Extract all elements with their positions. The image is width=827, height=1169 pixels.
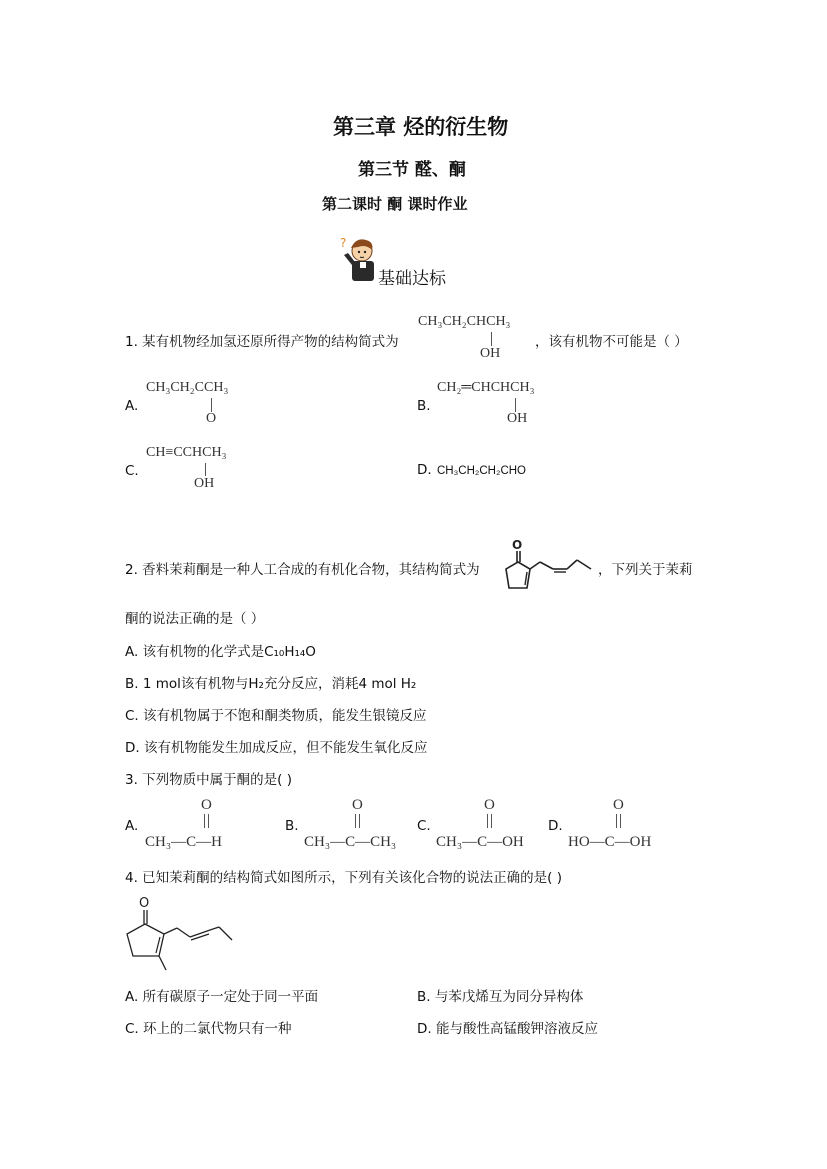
q4-opt-c: C. 环上的二氯代物只有一种 [125, 1021, 292, 1037]
q1-opt-d-formula: CH₃CH₂CH₂CHO [437, 465, 526, 477]
q3-d-bond1 [616, 814, 617, 828]
q1-product-bond [491, 332, 492, 346]
svg-text:?: ? [340, 236, 347, 250]
q3-a-bond2 [208, 814, 209, 828]
lesson-title: 第二课时 酮 课时作业 [322, 195, 468, 213]
q2-opt-c: C. 该有机物属于不饱和酮类物质，能发生银镜反应 [125, 708, 427, 724]
q3-a-formula: CH₃—C—H [145, 834, 222, 850]
q1-product-formula: CH₃CH₂CHCH₃ [418, 314, 511, 329]
q3-d-formula: HO—C—OH [568, 834, 652, 850]
q3-b-o: O [352, 797, 363, 813]
q3-b-label: B. [285, 818, 299, 834]
q4-stem: 4. 已知茉莉酮的结构简式如图所示，下列有关该化合物的说法正确的是( ) [125, 870, 562, 886]
q1-stem-a: 1. 某有机物经加氢还原所得产物的结构简式为 [125, 334, 399, 350]
svg-text:O: O [139, 896, 150, 911]
q2-opt-d: D. 该有机物能发生加成反应，但不能发生氧化反应 [125, 740, 428, 756]
svg-text:O: O [512, 538, 523, 552]
q2-opt-a: A. 该有机物的化学式是C₁₀H₁₄O [125, 644, 316, 660]
q1-opt-c-formula: CH≡CCHCH₃ [146, 445, 227, 460]
q3-a-label: A. [125, 818, 139, 834]
chapter-title: 第三章 烃的衍生物 [333, 115, 509, 139]
q3-d-bond2 [620, 814, 621, 828]
q1-opt-c-oh: OH [194, 476, 215, 491]
q3-c-bond1 [487, 814, 488, 828]
q1-opt-c-bond [205, 463, 206, 476]
q1-opt-b-oh: OH [507, 411, 528, 426]
jasmone-structure-small [503, 536, 595, 594]
q2-opt-b: B. 1 mol该有机物与H₂充分反应，消耗4 mol H₂ [125, 676, 417, 692]
q3-a-o: O [201, 797, 212, 813]
q2-stem-b: ，下列关于茉莉 [598, 562, 693, 578]
q3-c-o: O [484, 797, 495, 813]
q1-opt-a-bond [211, 398, 212, 412]
q1-opt-a-formula: CH₃CH₂CCH₃ [146, 380, 229, 395]
q1-opt-a-o: O [206, 411, 217, 426]
q3-stem: 3. 下列物质中属于酮的是( ) [125, 772, 292, 788]
q1-stem-b: ，该有机物不可能是（ ） [535, 334, 688, 350]
section-title: 第三节 醛、酮 [358, 160, 466, 180]
q3-c-bond2 [491, 814, 492, 828]
q4-opt-b: B. 与苯戊烯互为同分异构体 [417, 989, 584, 1005]
q3-c-formula: CH₃—C—OH [436, 834, 524, 850]
q1-opt-b-formula: CH₂═CHCHCH₃ [437, 380, 535, 395]
q2-stem-c: 酮的说法正确的是（ ） [125, 611, 265, 627]
q1-product-oh: OH [480, 346, 501, 361]
thinking-boy-icon [338, 235, 382, 283]
q1-opt-c-label: C. [125, 463, 139, 479]
q4-opt-a: A. 所有碳原子一定处于同一平面 [125, 989, 319, 1005]
q3-b-bond1 [355, 814, 356, 828]
jasmone-structure-large [122, 892, 236, 976]
q1-opt-b-bond [515, 398, 516, 412]
q4-opt-d: D. 能与酸性高锰酸钾溶液反应 [417, 1021, 598, 1037]
q1-opt-d-label: D. [417, 462, 432, 478]
q3-b-bond2 [359, 814, 360, 828]
q3-d-label: D. [548, 818, 563, 834]
q3-c-label: C. [417, 818, 431, 834]
banner-label: 基础达标 [378, 269, 446, 289]
q2-stem-a: 2. 香料茉莉酮是一种人工合成的有机化合物，其结构简式为 [125, 562, 480, 578]
q3-d-o: O [613, 797, 624, 813]
q1-opt-a-label: A. [125, 398, 139, 414]
q1-opt-b-label: B. [417, 398, 431, 414]
q3-a-bond1 [204, 814, 205, 828]
q3-b-formula: CH₃—C—CH₃ [304, 834, 397, 850]
